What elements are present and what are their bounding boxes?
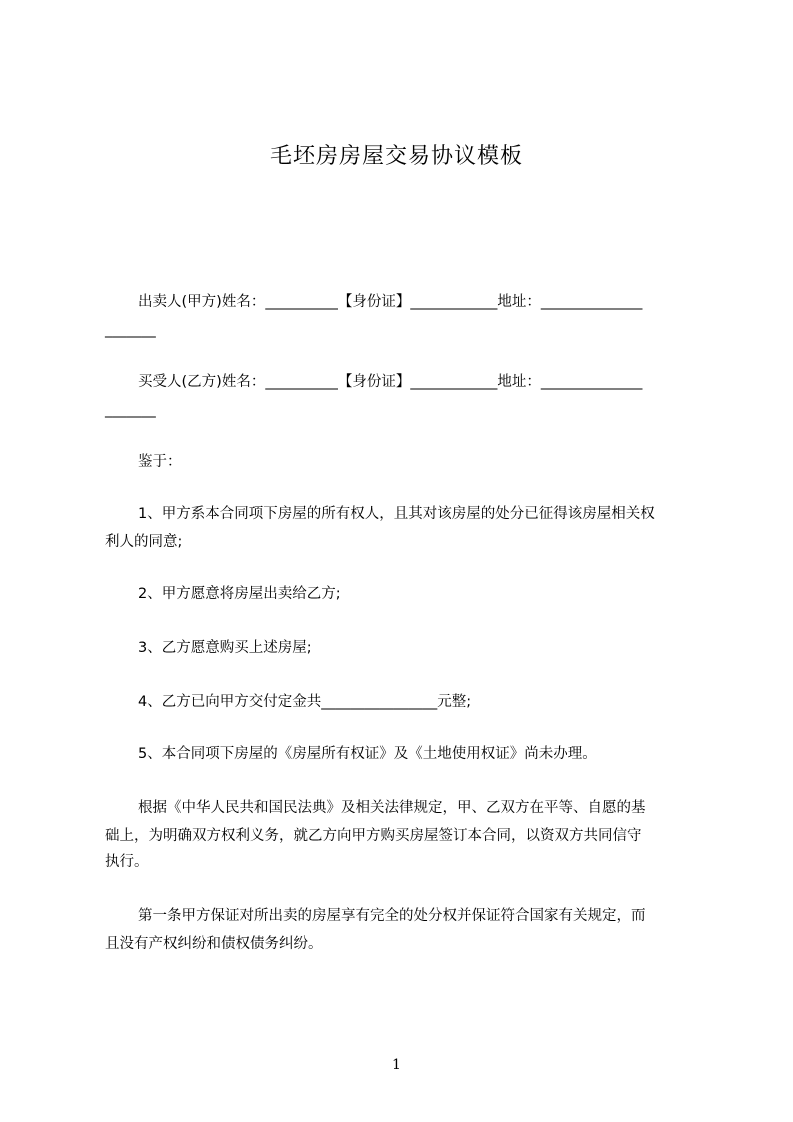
legal-basis-paragraph-line3: 执行。 [105, 854, 149, 870]
whereas-heading: 鉴于： [138, 454, 182, 470]
page-number: 1 [392, 1057, 401, 1073]
seller-info-line: 出卖人(甲方)姓名：__________【身份证】____________地址：______________ [138, 294, 643, 310]
buyer-info-line: 买受人(乙方)姓名：__________【身份证】____________地址：______________ [138, 374, 643, 390]
clause-item-1-continued: 利人的同意; [105, 534, 183, 550]
clause-item-2: 2、甲方愿意将房屋出卖给乙方; [138, 586, 341, 602]
clause-item-1: 1、甲方系本合同项下房屋的所有权人，且其对该房屋的处分已征得该房屋相关权 [138, 506, 655, 522]
clause-item-5: 5、本合同项下房屋的《房屋所有权证》及《土地使用权证》尚未办理。 [138, 746, 597, 762]
legal-basis-paragraph-line2: 础上，为明确双方权利义务，就乙方向甲方购买房屋签订本合同，以资双方共同信守 [105, 828, 642, 844]
clause-item-3: 3、乙方愿意购买上述房屋; [138, 640, 312, 656]
seller-info-line-continued: _______ [105, 322, 156, 338]
clause-item-4: 4、乙方已向甲方交付定金共________________元整; [138, 694, 472, 710]
buyer-info-line-continued: _______ [105, 402, 156, 418]
document-title: 毛坯房房屋交易协议模板 [269, 144, 523, 169]
article-1-paragraph-line2: 且没有产权纠纷和债权债务纠纷。 [105, 936, 323, 952]
legal-basis-paragraph: 根据《中华人民共和国民法典》及相关法律规定，甲、乙双方在平等、自愿的基 [138, 800, 646, 816]
article-1-paragraph: 第一条甲方保证对所出卖的房屋享有完全的处分权并保证符合国家有关规定，而 [138, 908, 646, 924]
